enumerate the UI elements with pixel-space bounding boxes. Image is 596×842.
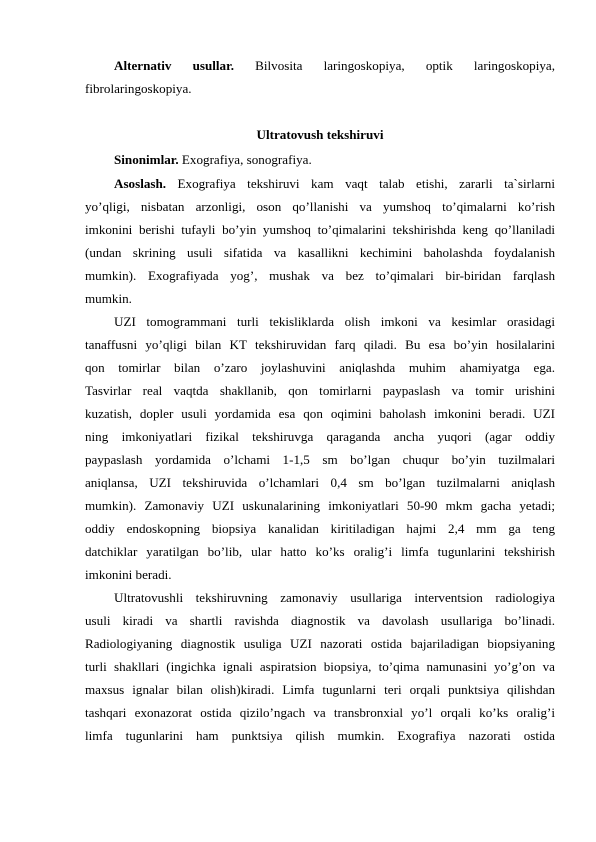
alternative-methods-text: Bilvosita laringoskopiya, optik laringoskopiya, (233, 58, 555, 73)
text-line: usuli kiradi va shartli ravishda diagnostik va davolash usullariga bo’linadi. (85, 613, 555, 628)
text-line: UZI tomogrammani turli tekisliklarda olish imkoni va kesimlar orasidagi (114, 314, 555, 329)
text-line: turli shakllari (ingichka ignali aspiratsion biopsiya, to’qima namunasini yo’g’on va (85, 659, 555, 674)
text-line: Tasvirlar real vaqtda shakllanib, qon tomirlarni paypaslash va tomir urishini (85, 383, 555, 398)
rationale-line (114, 173, 555, 195)
text-line: limfa tugunlarini ham punktsiya qilish mumkin. Exografiya nazorati ostida (85, 728, 555, 743)
text-line: mumkin). Zamonaviy UZI uskunalarining imkoniyatlari 50-90 mkm gacha yetadi; (85, 498, 555, 513)
text-line: tashqari exonazorat ostida qizilo’ngach va transbronxial yo’l orqali ko’ks oralig’i (85, 705, 555, 720)
text-line: mumkin). Exografiyada yog’, mushak va bez to’qimalari bir-biridan farqlash (85, 268, 555, 283)
rationale-text: Exografiya tekshiruvi kam vaqt talab etishi, zararli ta`sirlarni (166, 176, 555, 191)
alternative-methods-line (114, 55, 555, 77)
synonyms-line (114, 149, 555, 171)
text-line: imkonini beradi. (85, 567, 172, 582)
text-line: mumkin. (85, 291, 132, 306)
rationale-heading: Asoslash. (114, 176, 167, 191)
text-line: kuzatish, dopler usuli yordamida esa qon oqimini baholash imkonini beradi. UZI (85, 406, 555, 421)
text-line: aniqlansa, UZI tekshiruvida o’lchamlari 0,4 sm bo’lgan tuzilmalarni aniqlash (85, 475, 555, 490)
text-line: tanaffusni yo’qligi bilan KT tekshiruvidan farq qiladi. Bu esa bo’yin hosilalarini (85, 337, 555, 352)
text-line: Radiologiyaning diagnostik usuliga UZI nazorati ostida bajariladigan biopsiyaning (85, 636, 555, 651)
text-line: paypaslash yordamida o’lchami 1-1,5 sm bo’lgan chuqur bo’yin tuzilmalari (85, 452, 555, 467)
section-title (85, 124, 555, 146)
synonyms-heading: Sinonimlar. (114, 152, 179, 167)
text-line: oddiy endoskopning biopsiya kanalidan kiritiladigan hajmi 2,4 mm ga teng (85, 521, 555, 536)
section-title-text: Ultratovush tekshiruvi (256, 127, 384, 142)
text-line: ning imkoniyatlari fizikal tekshiruvga qaraganda ancha yuqori (agar oddiy (85, 429, 555, 444)
synonyms-text: Exografiya, sonografiya. (178, 152, 312, 167)
text-line: yo’qligi, nisbatan arzonligi, oson qo’llanishi va yumshoq to’qimalarni ko’rish (85, 199, 555, 214)
text-line: maxsus ignalar bilan olish)kiradi. Limfa tugunlarni teri orqali punktsiya qilishdan (85, 682, 555, 697)
alternative-methods-heading: Alternativ usullar. (114, 58, 234, 73)
text-line: (undan skrining usuli sifatida va kasallikni kechimini baholashda foydalanish (85, 245, 555, 260)
text-line: fibrolaringoskopiya. (85, 81, 192, 96)
text-line: qon tomirlar bilan o’zaro joylashuvini aniqlashda muhim ahamiyatga ega. (85, 360, 555, 375)
text-line: Ultratovushli tekshiruvning zamonaviy usullariga interventsion radiologiya (114, 590, 555, 605)
text-line: datchiklar yaratilgan bo’lib, ular hatto ko’ks oralig’i limfa tugunlarini tekshirish (85, 544, 555, 559)
text-line: imkonini berishi tufayli bo’yin yumshoq to’qimalarini tekshirishda keng qo’llaniladi (85, 222, 555, 237)
